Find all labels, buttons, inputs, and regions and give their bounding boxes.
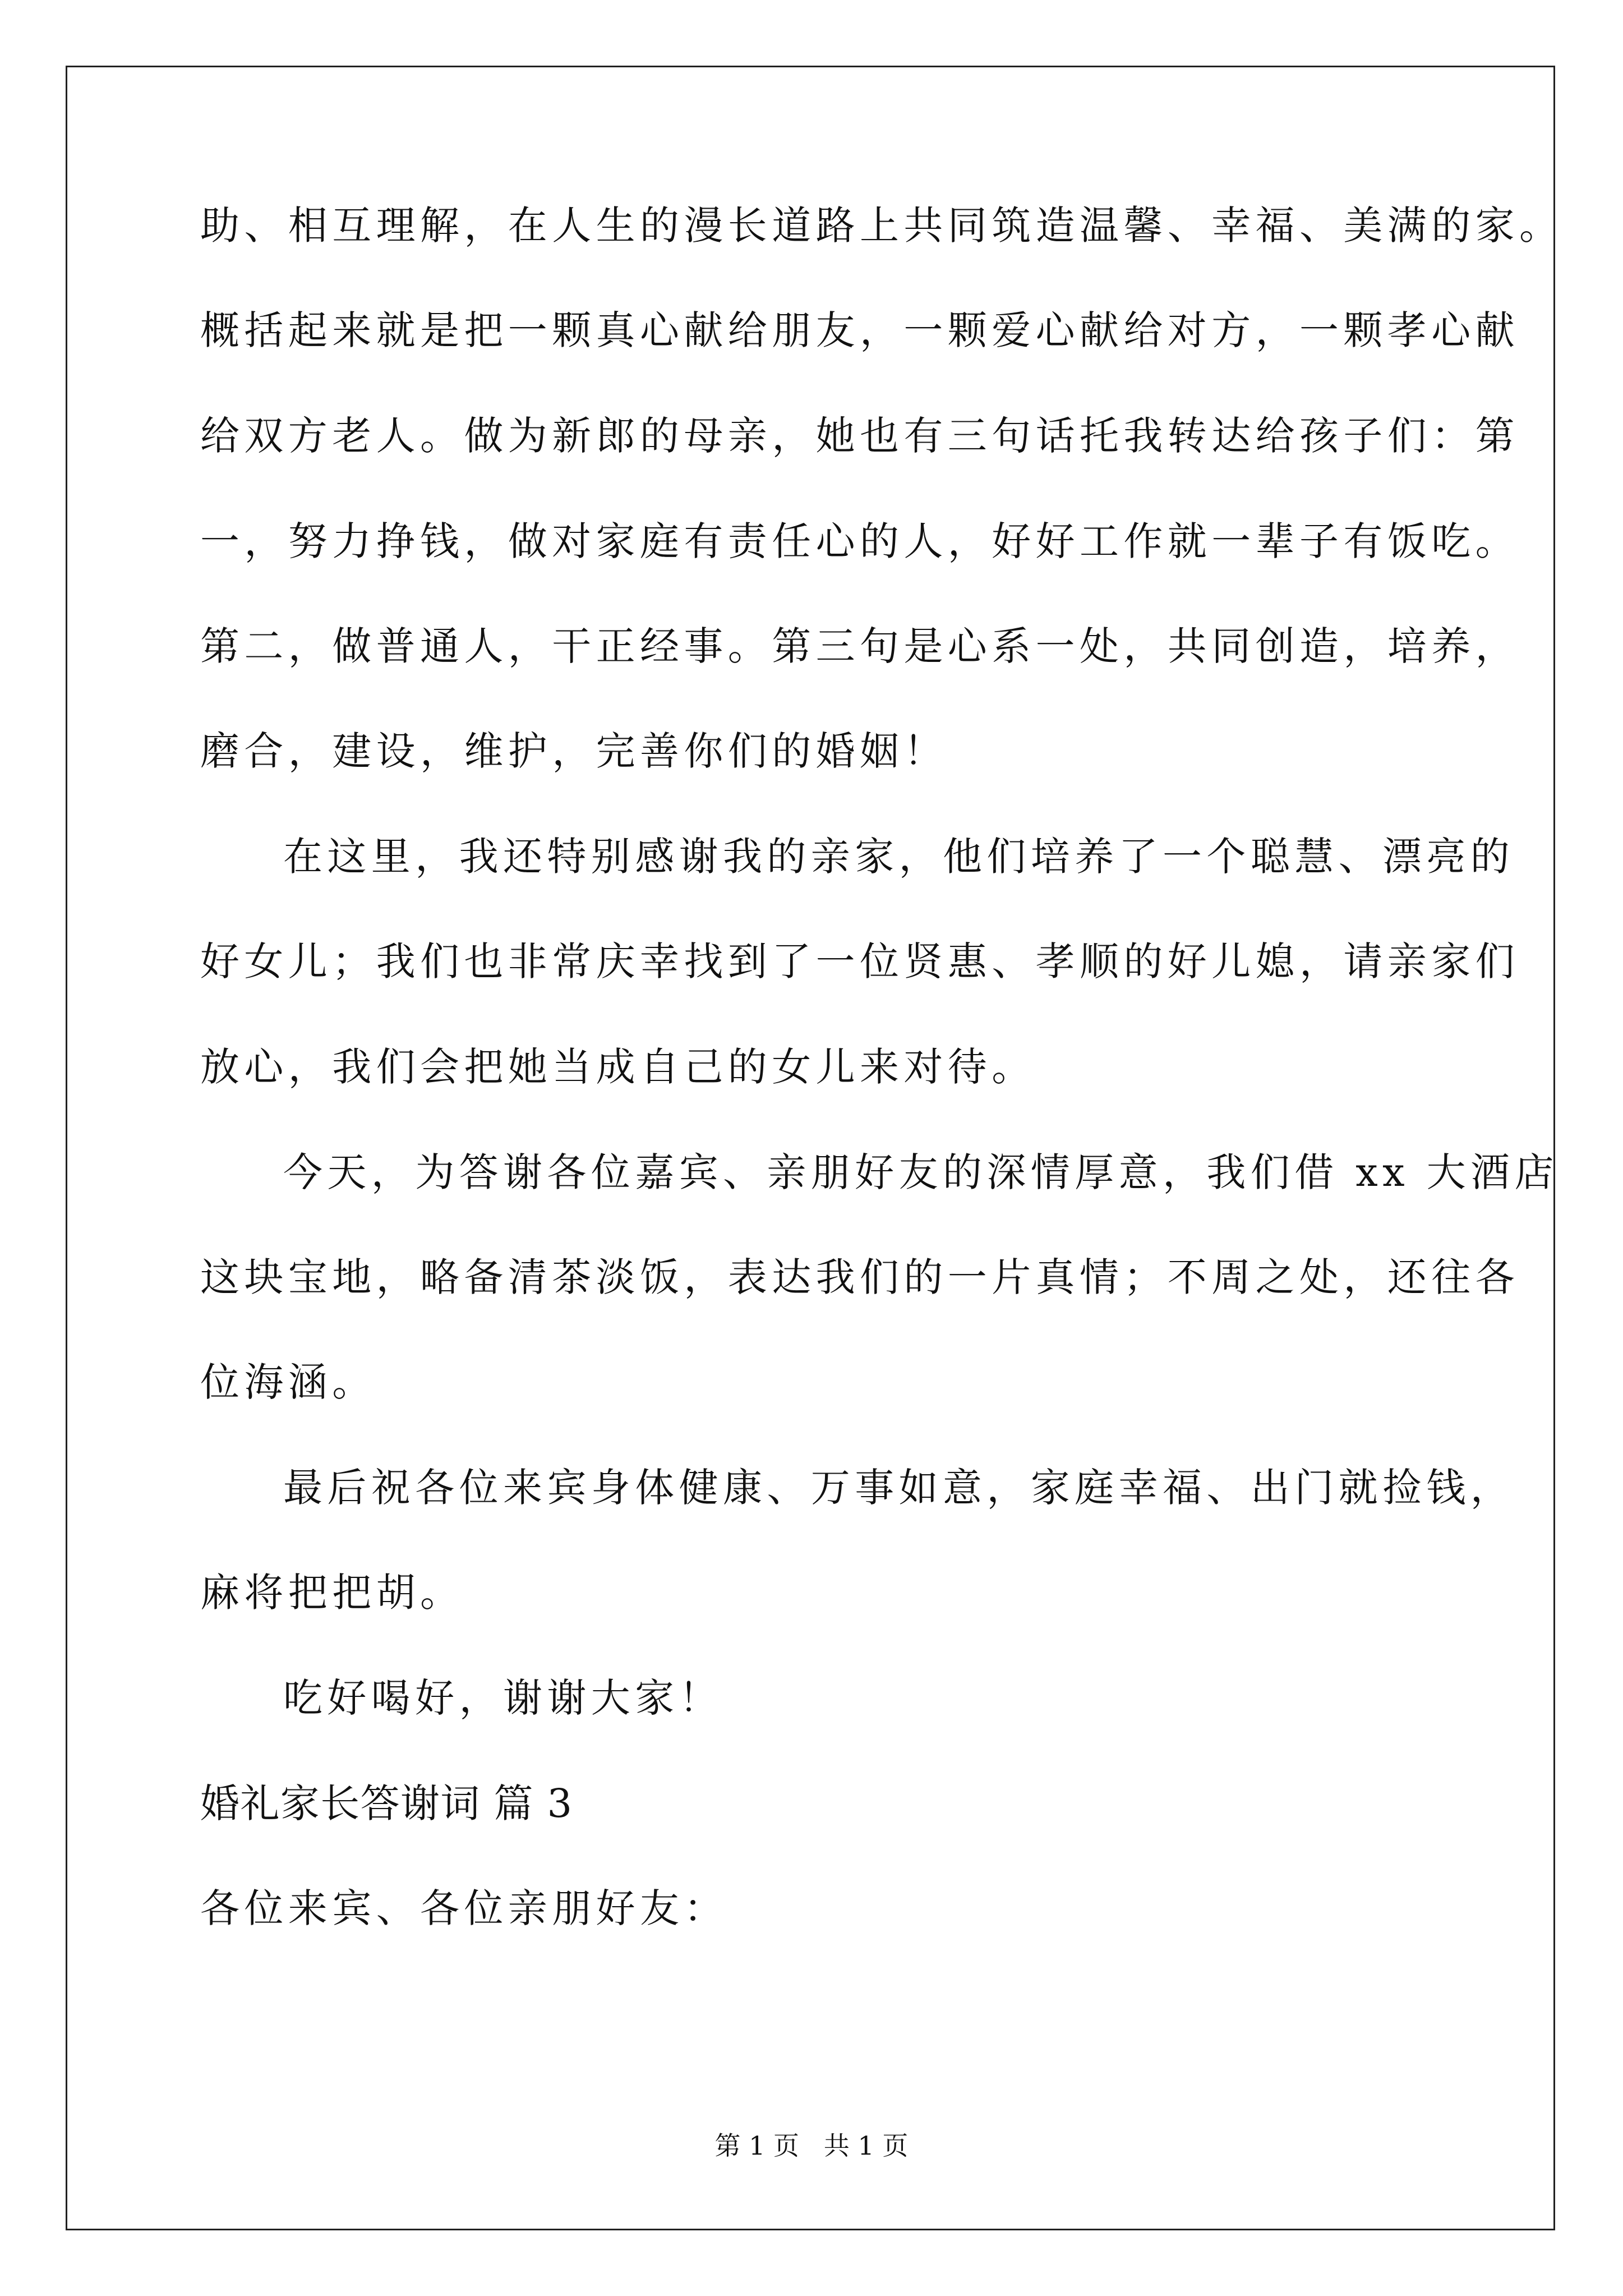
text-line: 一，努力挣钱，做对家庭有责任心的人，好好工作就一辈子有饭吃。 <box>200 518 1519 564</box>
text-line: 位海涵。 <box>200 1359 376 1405</box>
text-line: 助、相互理解，在人生的漫长道路上共同筑造温馨、幸福、美满的家。 <box>200 203 1564 249</box>
text-line: 磨合，建设，维护，完善你们的婚姻！ <box>200 728 948 774</box>
text-line: 放心，我们会把她当成自己的女儿来对待。 <box>200 1044 1036 1090</box>
text-line: 给双方老人。做为新郎的母亲，她也有三句话托我转达给孩子们：第 <box>200 413 1519 459</box>
text-line: 今天，为答谢各位嘉宾、亲朋好友的深情厚意，我们借 xx 大酒店 <box>283 1149 1559 1195</box>
text-line: 这块宝地，略备清茶淡饭，表达我们的一片真情；不周之处，还往各 <box>200 1254 1519 1300</box>
text-line: 麻将把把胡。 <box>200 1570 464 1616</box>
page-number-footer: 第 1 页 共 1 页 <box>714 2131 909 2161</box>
section-heading: 婚礼家长答谢词 篇 3 <box>200 1780 573 1826</box>
text-line: 在这里，我还特别感谢我的亲家，他们培养了一个聪慧、漂亮的 <box>283 834 1515 880</box>
text-line: 概括起来就是把一颗真心献给朋友，一颗爱心献给对方，一颗孝心献 <box>200 307 1519 353</box>
text-line: 吃好喝好，谢谢大家！ <box>283 1675 723 1721</box>
text-line: 好女儿；我们也非常庆幸找到了一位贤惠、孝顺的好儿媳，请亲家们 <box>200 938 1519 984</box>
text-line: 最后祝各位来宾身体健康、万事如意，家庭幸福、出门就捡钱， <box>283 1465 1515 1511</box>
text-line: 第二，做普通人，干正经事。第三句是心系一处，共同创造，培养， <box>200 623 1519 669</box>
text-line: 各位来宾、各位亲朋好友： <box>200 1885 728 1931</box>
